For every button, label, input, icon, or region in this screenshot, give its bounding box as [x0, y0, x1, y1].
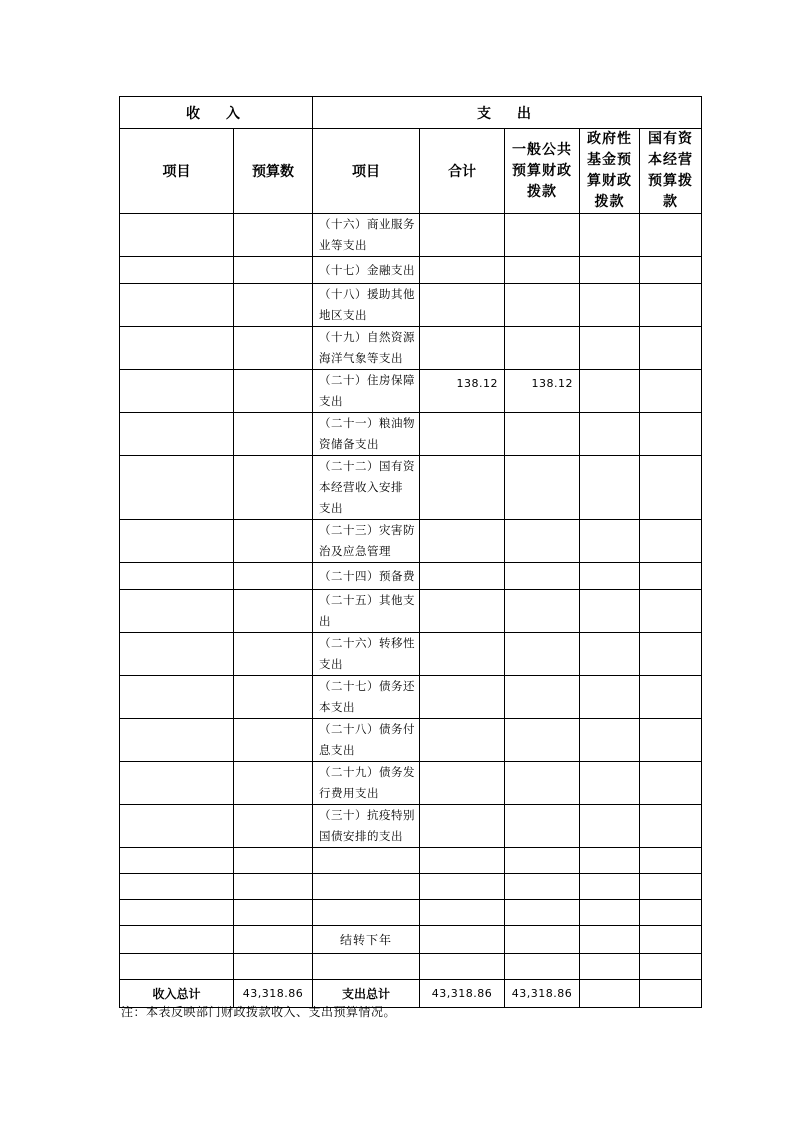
expense-item-line: （十九）自然资源: [319, 330, 415, 344]
expense-item-cell: [313, 327, 420, 370]
general-budget-cell: [505, 413, 580, 456]
income-item-cell: [120, 413, 234, 456]
expense-item-line: （二十一）粮油物: [319, 416, 415, 430]
income-total-value: 43,318.86: [234, 980, 313, 1008]
expense-total-cell: [420, 676, 505, 719]
expense-total-cell: [420, 520, 505, 563]
income-item-cell: [120, 327, 234, 370]
blank-cell: [313, 874, 420, 900]
table-row: [120, 413, 702, 456]
state-capital-header-line: 预算拨: [648, 173, 694, 189]
carry-forward-row: [120, 926, 702, 954]
expense-item-cell: [313, 257, 420, 284]
income-item-cell: [120, 805, 234, 848]
expense-item-cell: [313, 563, 420, 590]
state-capital-cell: [640, 284, 702, 327]
expense-item-line: （二十七）债务还: [319, 679, 415, 693]
expense-item-line: 本经营收入安排: [319, 480, 403, 494]
table-row: [120, 284, 702, 327]
gov-fund-cell: [580, 413, 640, 456]
blank-cell: [640, 874, 702, 900]
state-capital-cell: [640, 413, 702, 456]
expense-total-cell: 138.12: [420, 370, 505, 413]
gov-fund-cell: [580, 719, 640, 762]
expense-total-cell: [420, 590, 505, 633]
state-capital-cell: [640, 762, 702, 805]
state-capital-cell: [640, 563, 702, 590]
carry-forward-label: 结转下年: [313, 926, 420, 954]
blank-cell: [580, 848, 640, 874]
gov-fund-header-line: 政府性: [587, 131, 632, 147]
state-capital-cell: [640, 805, 702, 848]
carry-forward-value-cell: [580, 926, 640, 954]
blank-row: [120, 954, 702, 980]
income-item-cell: [120, 926, 234, 954]
general-budget-header-line: 拨款: [527, 183, 557, 200]
expense-item-line: （二十三）灾害防: [319, 523, 415, 537]
blank-cell: [420, 954, 505, 980]
income-budget-cell: [234, 563, 313, 590]
table-row: [120, 257, 702, 284]
budget-table: [119, 96, 702, 1008]
income-item-cell: [120, 370, 234, 413]
expense-item-line: 支出: [319, 394, 343, 408]
expense-item-line: （十六）商业服务: [319, 217, 415, 231]
expense-item-line: （二十二）国有资: [319, 459, 415, 473]
expense-item-line: 支出: [319, 501, 343, 515]
general-budget-cell: [505, 563, 580, 590]
income-header: 收 入: [120, 97, 313, 129]
general-budget-header: [505, 129, 580, 214]
expense-item-cell: [313, 413, 420, 456]
expense-item-cell: [313, 805, 420, 848]
income-item-cell: [120, 590, 234, 633]
expense-item-line: （三十）抗疫特别: [319, 808, 415, 822]
general-budget-cell: [505, 719, 580, 762]
state-capital-cell: [640, 520, 702, 563]
table-row: [120, 719, 702, 762]
income-budget-cell: [234, 520, 313, 563]
state-capital-header-line: 本经营: [648, 152, 694, 168]
general-budget-cell: [505, 456, 580, 520]
expense-general-value: 43,318.86: [505, 980, 580, 1008]
expense-item-cell: [313, 633, 420, 676]
income-budget-cell: [234, 284, 313, 327]
gov-fund-cell: [580, 214, 640, 257]
gov-fund-header-line: 算财政: [587, 173, 632, 189]
expense-item-line: 海洋气象等支出: [319, 351, 403, 365]
income-budget-header: 预算数: [234, 129, 313, 214]
general-budget-cell: [505, 633, 580, 676]
general-budget-cell: [505, 590, 580, 633]
income-item-cell: [120, 456, 234, 520]
gov-fund-total-cell: [580, 980, 640, 1008]
gov-fund-header: [580, 129, 640, 214]
expense-total-cell: [420, 805, 505, 848]
income-budget-cell: [234, 719, 313, 762]
blank-cell: [420, 848, 505, 874]
expense-item-line: 出: [319, 614, 331, 628]
carry-forward-value-cell: [420, 926, 505, 954]
expense-item-line: （二十九）债务发: [319, 765, 415, 779]
expense-header: 支 出: [313, 97, 702, 129]
general-budget-cell: 138.12: [505, 370, 580, 413]
expense-item-line: 行费用支出: [319, 786, 379, 800]
general-budget-cell: [505, 284, 580, 327]
blank-cell: [234, 874, 313, 900]
state-capital-cell: [640, 676, 702, 719]
blank-cell: [640, 900, 702, 926]
header-row-columns: [120, 129, 702, 214]
blank-cell: [313, 954, 420, 980]
income-budget-cell: [234, 327, 313, 370]
blank-cell: [505, 954, 580, 980]
income-budget-cell: [234, 926, 313, 954]
income-item-header: 项目: [120, 129, 234, 214]
expense-total-value: 43,318.86: [420, 980, 505, 1008]
expense-item-cell: [313, 370, 420, 413]
gov-fund-cell: [580, 676, 640, 719]
expense-total-cell: [420, 257, 505, 284]
blank-cell: [580, 874, 640, 900]
expense-item-cell: [313, 762, 420, 805]
income-item-cell: [120, 563, 234, 590]
general-budget-cell: [505, 805, 580, 848]
expense-item-line: 息支出: [319, 743, 355, 757]
gov-fund-header-line: 基金预: [587, 152, 632, 168]
income-budget-cell: [234, 590, 313, 633]
expense-item-cell: [313, 520, 420, 563]
expense-item-line: （二十）住房保障: [319, 373, 415, 387]
table-row: [120, 520, 702, 563]
table-row: [120, 762, 702, 805]
income-budget-cell: [234, 676, 313, 719]
expense-item-line: 国债安排的支出: [319, 829, 403, 843]
gov-fund-cell: [580, 762, 640, 805]
expense-total-cell: [420, 284, 505, 327]
expense-item-line: 业等支出: [319, 238, 367, 252]
income-budget-cell: [234, 456, 313, 520]
table-row: [120, 327, 702, 370]
gov-fund-cell: [580, 257, 640, 284]
general-budget-cell: [505, 676, 580, 719]
blank-cell: [120, 954, 234, 980]
blank-cell: [313, 900, 420, 926]
income-item-cell: [120, 633, 234, 676]
gov-fund-cell: [580, 520, 640, 563]
income-item-cell: [120, 257, 234, 284]
general-budget-cell: [505, 762, 580, 805]
expense-item-line: （二十六）转移性: [319, 636, 415, 650]
blank-cell: [505, 900, 580, 926]
gov-fund-cell: [580, 633, 640, 676]
income-budget-cell: [234, 214, 313, 257]
expense-item-line: 治及应急管理: [319, 544, 391, 558]
blank-cell: [580, 900, 640, 926]
expense-item-line: 支出: [319, 657, 343, 671]
table-note: 注：本表反映部门财政拨款收入、支出预算情况。: [121, 1005, 397, 1019]
table-row: [120, 563, 702, 590]
blank-cell: [505, 874, 580, 900]
state-capital-cell: [640, 633, 702, 676]
table-row: [120, 633, 702, 676]
expense-item-line: （二十五）其他支: [319, 593, 415, 607]
expense-total-cell: [420, 327, 505, 370]
blank-cell: [234, 900, 313, 926]
gov-fund-cell: [580, 370, 640, 413]
general-budget-cell: [505, 257, 580, 284]
income-budget-cell: [234, 633, 313, 676]
general-budget-cell: [505, 327, 580, 370]
expense-item-line: （十八）援助其他: [319, 287, 415, 301]
blank-cell: [120, 874, 234, 900]
table-row: [120, 214, 702, 257]
blank-cell: [640, 848, 702, 874]
expense-item-cell: [313, 676, 420, 719]
expense-total-label: 支出总计: [313, 980, 420, 1008]
blank-row: [120, 848, 702, 874]
income-item-cell: [120, 214, 234, 257]
general-budget-cell: [505, 520, 580, 563]
table-row: [120, 590, 702, 633]
expense-item-cell: [313, 284, 420, 327]
expense-item-cell: [313, 590, 420, 633]
income-item-cell: [120, 762, 234, 805]
expense-item-cell: [313, 214, 420, 257]
expense-item-cell: [313, 456, 420, 520]
income-item-cell: [120, 676, 234, 719]
header-row-top: [120, 97, 702, 129]
carry-forward-value-cell: [505, 926, 580, 954]
general-budget-cell: [505, 214, 580, 257]
blank-row: [120, 900, 702, 926]
state-capital-cell: [640, 456, 702, 520]
state-capital-header-line: 款: [663, 194, 679, 210]
state-capital-cell: [640, 719, 702, 762]
state-capital-cell: [640, 327, 702, 370]
expense-total-cell: [420, 633, 505, 676]
state-capital-cell: [640, 214, 702, 257]
blank-cell: [234, 954, 313, 980]
blank-cell: [505, 848, 580, 874]
state-capital-cell: [640, 370, 702, 413]
expense-total-cell: [420, 762, 505, 805]
gov-fund-cell: [580, 805, 640, 848]
gov-fund-cell: [580, 590, 640, 633]
state-capital-cell: [640, 257, 702, 284]
expense-total-cell: [420, 719, 505, 762]
income-total-label: 收入总计: [120, 980, 234, 1008]
state-capital-header: [640, 129, 702, 214]
gov-fund-cell: [580, 327, 640, 370]
expense-item-cell: [313, 719, 420, 762]
general-budget-header-line: 预算财政: [512, 162, 572, 179]
expense-total-cell: [420, 214, 505, 257]
table-row: [120, 370, 702, 413]
blank-cell: [420, 874, 505, 900]
expense-item-line: 资储备支出: [319, 437, 379, 451]
blank-cell: [313, 848, 420, 874]
blank-cell: [120, 900, 234, 926]
expense-item-line: 地区支出: [319, 308, 367, 322]
income-budget-cell: [234, 805, 313, 848]
expense-item-line: 本支出: [319, 700, 355, 714]
state-capital-total-cell: [640, 980, 702, 1008]
expense-total-cell: [420, 413, 505, 456]
gov-fund-cell: [580, 563, 640, 590]
expense-item-line: （二十八）债务付: [319, 722, 415, 736]
table-row: [120, 456, 702, 520]
income-item-cell: [120, 520, 234, 563]
gov-fund-cell: [580, 284, 640, 327]
table-row: [120, 676, 702, 719]
income-budget-cell: [234, 370, 313, 413]
state-capital-header-line: 国有资: [648, 131, 694, 147]
blank-row: [120, 874, 702, 900]
expense-item-line: （二十四）预备费: [319, 568, 415, 583]
blank-cell: [420, 900, 505, 926]
carry-forward-value-cell: [640, 926, 702, 954]
expense-total-cell: [420, 456, 505, 520]
expense-total-header: 合计: [420, 129, 505, 214]
blank-cell: [120, 848, 234, 874]
income-budget-cell: [234, 762, 313, 805]
income-budget-cell: [234, 413, 313, 456]
blank-cell: [234, 848, 313, 874]
expense-total-cell: [420, 563, 505, 590]
table-row: [120, 805, 702, 848]
general-budget-header-line: 一般公共: [512, 141, 572, 158]
expense-item-line: （十七）金融支出: [319, 262, 415, 277]
expense-item-header: 项目: [313, 129, 420, 214]
blank-cell: [580, 954, 640, 980]
income-item-cell: [120, 284, 234, 327]
income-budget-cell: [234, 257, 313, 284]
blank-cell: [640, 954, 702, 980]
gov-fund-header-line: 拨款: [594, 194, 625, 210]
gov-fund-cell: [580, 456, 640, 520]
income-item-cell: [120, 719, 234, 762]
state-capital-cell: [640, 590, 702, 633]
